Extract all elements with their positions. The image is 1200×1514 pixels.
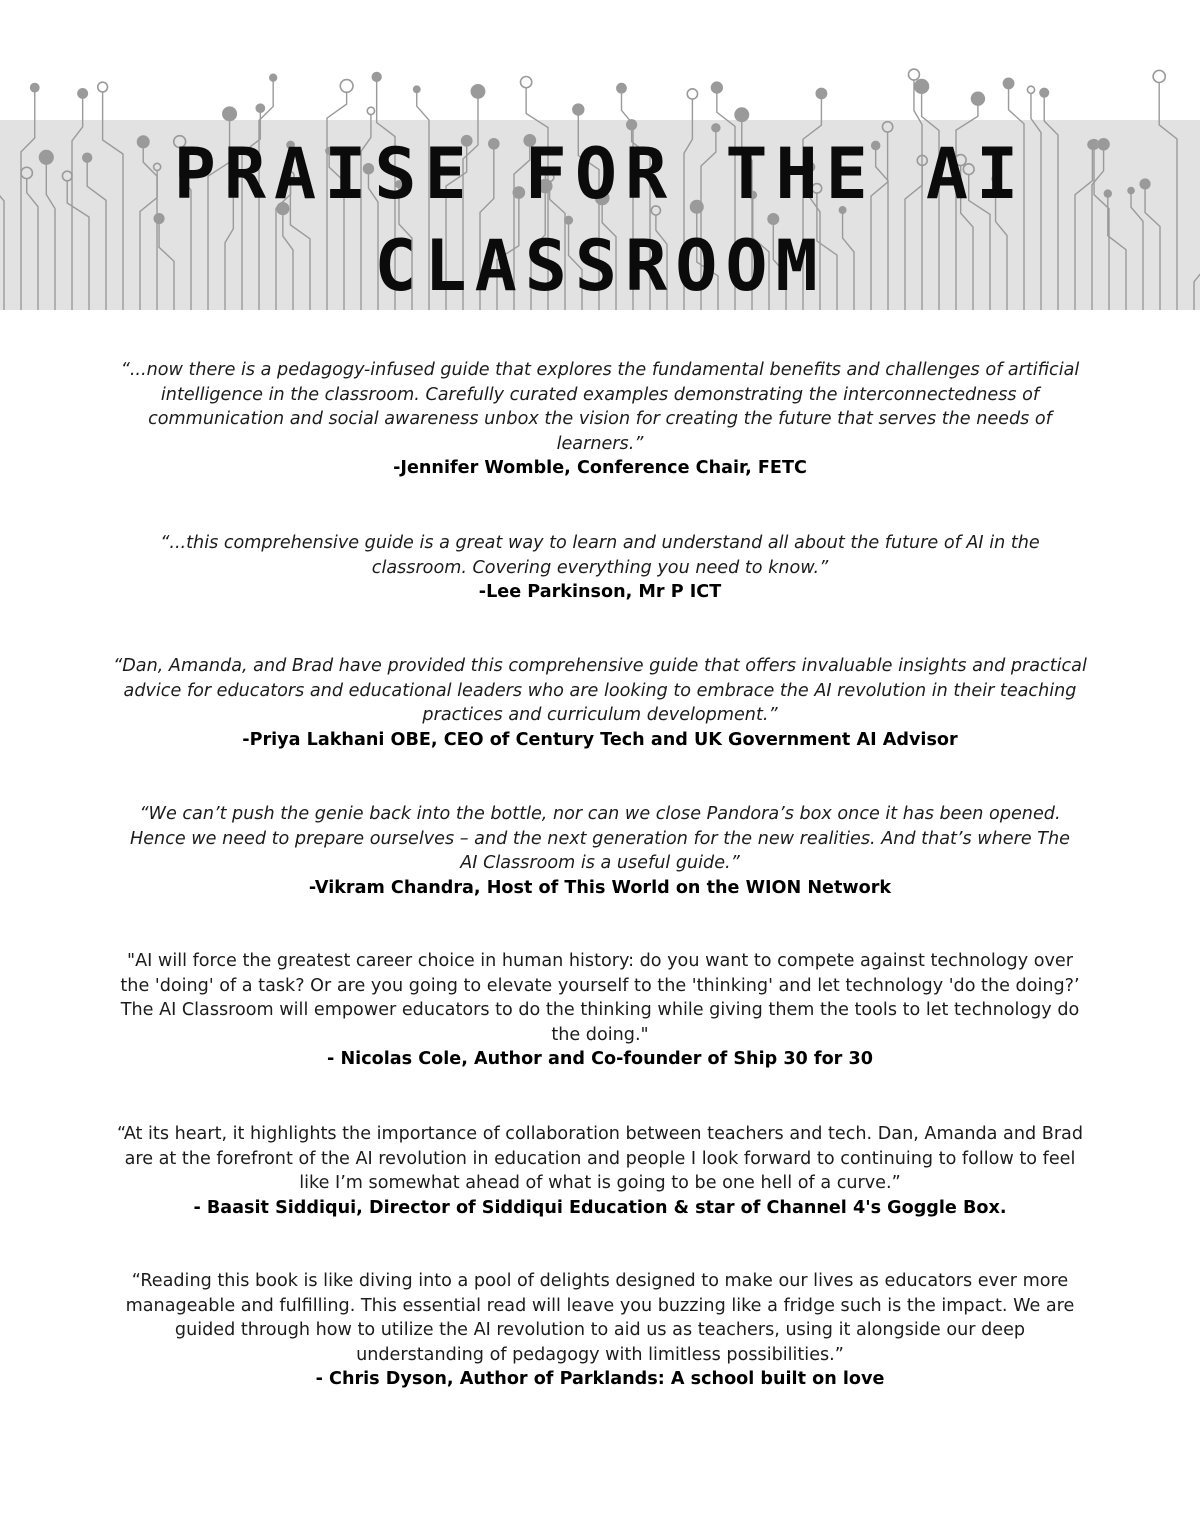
- praise-attribution: -Jennifer Womble, Conference Chair, FETC: [393, 458, 807, 479]
- circuit-node: [372, 73, 381, 82]
- circuit-node: [340, 80, 353, 93]
- praise-attribution: - Nicolas Cole, Author and Co-founder of Ship 30 for 30: [327, 1049, 873, 1070]
- praise-attribution: -Lee Parkinson, Mr P ICT: [478, 582, 722, 603]
- circuit-node: [31, 84, 39, 92]
- circuit-node: [471, 85, 484, 98]
- praise-quote: “...this comprehensive guide is a great way to learn and understand all about the future of AI in the classroom. Covering everything you need to know.”: [160, 533, 1040, 578]
- circuit-node: [1003, 78, 1013, 88]
- praise-item: [110, 531, 1090, 605]
- circuit-node: [972, 92, 985, 105]
- praise-item: [110, 949, 1090, 1072]
- circuit-node: [1153, 70, 1165, 82]
- praise-quote: “At its heart, it highlights the importance of collaboration between teachers and tech. Dan, Amanda and Brad are at the forefront of the AI revolution in education and people I look forward to continuing to follow to feel like I’m somewhat ahead of what is going to be one hell of a curve.”: [116, 1124, 1084, 1194]
- circuit-node: [735, 108, 748, 121]
- praise-quote: "AI will force the greatest career choice in human history: do you want to compete against technology over the 'doing' of a task? Or are you going to elevate yourself to the 'thinking' and let technology 'do the doing?’ The AI Classroom will empower educators to do the thinking while giving them the tools to let technology do the doing.": [120, 951, 1080, 1045]
- circuit-node: [98, 82, 108, 92]
- circuit-node: [908, 69, 919, 80]
- circuit-node: [915, 80, 929, 94]
- praise-attribution: - Baasit Siddiqui, Director of Siddiqui Education & star of Channel 4's Goggle Box.: [193, 1197, 1007, 1218]
- praise-item: [110, 358, 1090, 481]
- circuit-node: [687, 89, 697, 99]
- praise-item: [110, 1269, 1090, 1392]
- praise-attribution: - Chris Dyson, Author of Parklands: A school built on love: [315, 1369, 885, 1390]
- praise-item: [110, 802, 1090, 900]
- circuit-node: [414, 86, 420, 92]
- praise-quote: “Reading this book is like diving into a pool of delights designed to make our lives as educators ever more manageable and fulfilling. This essential read will leave you buzzing like a fridge such is the impact. We are guided through how to utilize the AI revolution to aid us as teachers, using it alongside our deep understanding of pedagogy with limitless possibilities.”: [125, 1271, 1075, 1365]
- praise-attribution: -Priya Lakhani OBE, CEO of Century Tech and UK Government AI Advisor: [242, 729, 958, 750]
- praise-quote: “...now there is a pedagogy-infused guide that explores the fundamental benefits and challenges of artificial intelligence in the classroom. Carefully curated examples demonstrating the interconnectedness of communication and social awareness unbox the vision for creating the future that serves the needs of learners.”: [120, 360, 1080, 454]
- circuit-node: [1040, 88, 1048, 96]
- praise-item: [110, 1122, 1090, 1220]
- circuit-node: [617, 84, 626, 93]
- page-title-line-2: CLASSROOM: [374, 225, 826, 307]
- circuit-node: [816, 88, 826, 98]
- page-title: [0, 128, 1200, 312]
- circuit-node: [573, 104, 584, 115]
- circuit-node: [78, 89, 87, 98]
- circuit-node: [223, 107, 236, 120]
- circuit-node: [712, 82, 723, 93]
- page-title-line-1: PRAISE FOR THE AI: [173, 133, 1027, 215]
- praise-item: [110, 654, 1090, 752]
- circuit-node: [367, 107, 374, 114]
- circuit-node: [1027, 86, 1034, 93]
- circuit-node: [270, 74, 277, 81]
- circuit-node: [520, 76, 531, 87]
- praise-attribution: -Vikram Chandra, Host of This World on the WION Network: [308, 877, 892, 898]
- praise-quote: “Dan, Amanda, and Brad have provided this comprehensive guide that offers invaluable insights and practical advice for educators and educational leaders who are looking to embrace the AI revolution in their teaching practices and curriculum development.”: [113, 656, 1087, 726]
- circuit-node: [256, 104, 264, 112]
- praise-quote: “We can’t push the genie back into the bottle, nor can we close Pandora’s box once it has been opened. Hence we need to prepare ourselves – and the next generation for the new realities. And that’s where The AI Classroom is a useful guide.”: [129, 804, 1070, 874]
